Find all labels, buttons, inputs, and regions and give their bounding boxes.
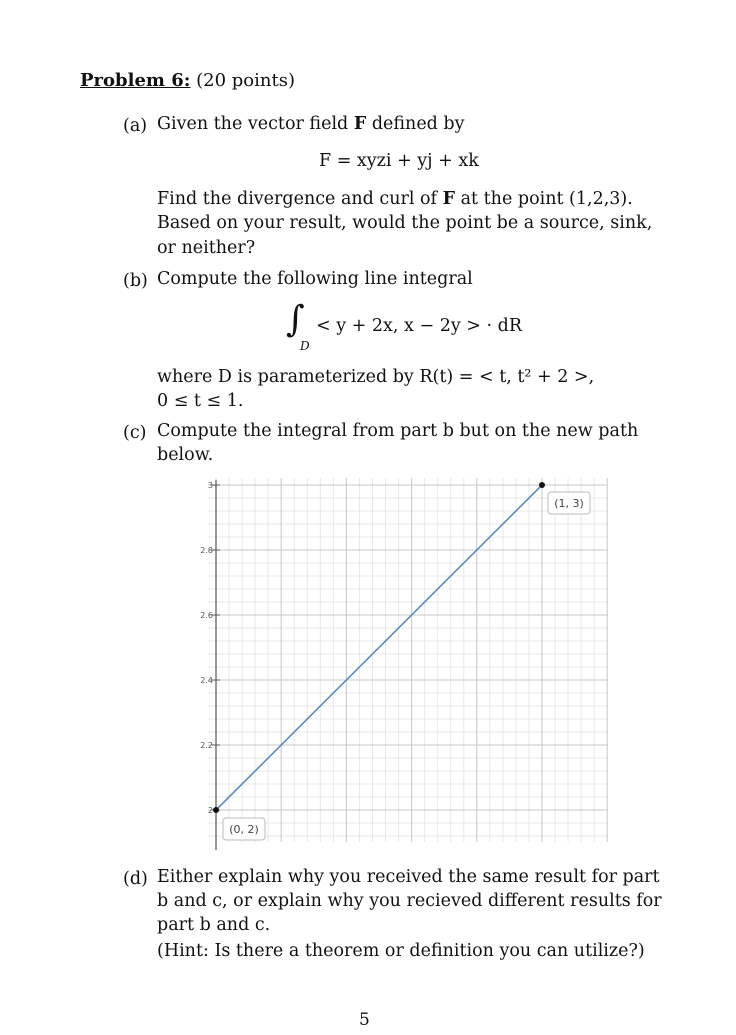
part-d-line3: part b and c. — [157, 915, 271, 935]
part-d-label: (d) — [123, 869, 148, 889]
y-tick-label: 2.6 — [200, 611, 213, 620]
part-a-intro-bold: F — [353, 114, 367, 134]
part-a-line1-suffix: at the point (1,2,3). — [455, 189, 633, 209]
part-a-equation: F = xyzi + yj + xk — [319, 151, 479, 171]
part-b-integrand: < y + 2x, x − 2y > · dR — [316, 316, 523, 336]
start-point-label — [223, 818, 265, 840]
page-number: 5 — [359, 1010, 370, 1030]
start-point-label-text: (0, 2) — [229, 823, 259, 836]
integral-subscript: D — [300, 339, 310, 353]
start-point — [213, 807, 219, 813]
part-a-label: (a) — [123, 116, 148, 136]
y-tick-label: 2 — [207, 806, 213, 815]
part-b-line2: 0 ≤ t ≤ 1. — [157, 391, 244, 411]
part-d-line2: b and c, or explain why you recieved different results for — [157, 891, 662, 911]
y-tick-label: 2.2 — [200, 741, 213, 750]
end-point-label — [548, 492, 590, 514]
problem-points: (20 points) — [196, 70, 295, 91]
point-labels — [223, 492, 590, 840]
part-d-line1: Either explain why you received the same result for part — [157, 867, 660, 887]
problem-label: Problem 6: — [80, 70, 191, 91]
path-line — [216, 485, 542, 810]
part-b-intro: Compute the following line integral — [157, 269, 473, 289]
part-b-label: (b) — [123, 271, 148, 291]
part-d-hint: (Hint: Is there a theorem or definition you can utilize?) — [157, 941, 645, 961]
integral-sign: ∫ — [286, 299, 305, 340]
part-a-intro — [157, 116, 465, 134]
part-c-label: (c) — [123, 423, 147, 443]
part-a-line1-prefix: Find the divergence and curl of — [157, 189, 443, 209]
end-point — [539, 482, 545, 488]
y-tick-label: 2.4 — [200, 676, 213, 685]
part-a-line3: or neither? — [157, 238, 256, 258]
part-a-line1 — [157, 191, 633, 209]
part-c-line2: below. — [157, 445, 214, 465]
part-b-line1: where D is parameterized by R(t) = < t, t² + 2 >, — [157, 367, 595, 387]
y-tick-label: 2.8 — [200, 546, 213, 555]
end-point-label-text: (1, 3) — [554, 497, 584, 510]
grid-minor — [208, 478, 608, 842]
path-graph — [190, 470, 620, 855]
part-c-line1: Compute the integral from part b but on the new path — [157, 421, 639, 441]
part-a-line1-bold: F — [442, 189, 456, 209]
y-tick-label: 3 — [207, 481, 213, 490]
part-a-intro-suffix: defined by — [366, 114, 465, 134]
problem-heading — [80, 72, 295, 90]
part-a-intro-prefix: Given the vector field — [157, 114, 354, 134]
part-a-line2: Based on your result, would the point be a source, sink, — [157, 213, 653, 233]
y-ticks — [200, 481, 220, 815]
